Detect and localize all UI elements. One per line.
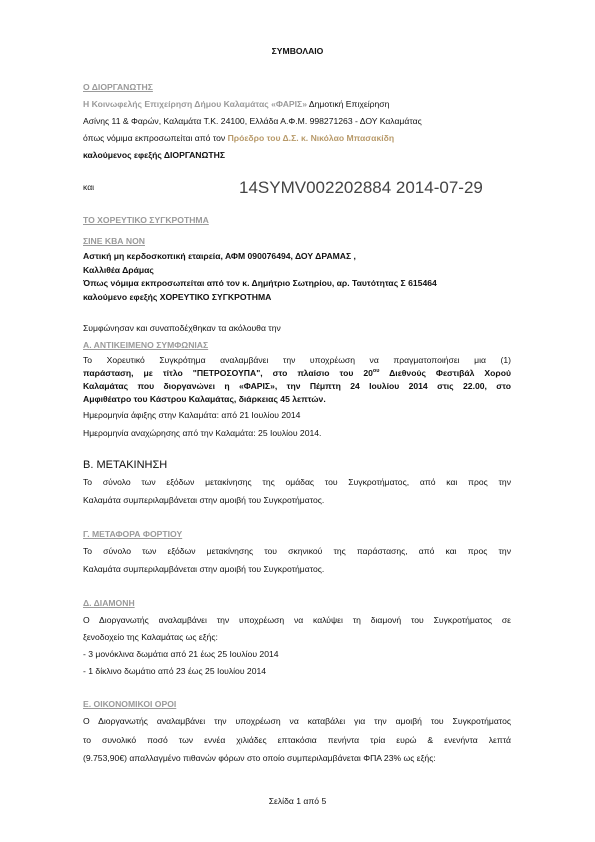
- agreed-line: Συμφώνησαν και συναποδέχθηκαν τα ακόλουθα την: [83, 323, 281, 333]
- section-g-line-1: Το σύνολο των εξόδων μετακίνησης του σκηνικού της παράστασης, από και προς την: [83, 546, 511, 556]
- section-e-line-2: το συνολικό ποσό των εννέα χιλιάδες επτακόσια πενήντα τρία ευρώ & ενενήντα λεπτά: [83, 735, 511, 745]
- group-name: ΣΙΝΕ ΚΒΑ ΝΟΝ: [83, 236, 145, 246]
- section-e-line-1: Ο Διοργανωτής αναλαμβάνει την υποχρέωση να καταβάλει για την αμοιβή του Συγκροτήματος: [83, 716, 511, 726]
- group-line-2: Καλλιθέα Δράμας: [83, 265, 154, 275]
- room-item-1: - 3 μονόκλινα δωμάτια από 21 έως 25 Ιουλίου 2014: [83, 649, 279, 659]
- organizer-rep-name: Πρόεδρο του Δ.Σ. κ. Νικόλαο Μπασακίδη: [227, 133, 395, 143]
- organizer-address: Ασίνης 11 & Φαρών, Καλαμάτα Τ.Κ. 24100, Ελλάδα Α.Φ.Μ. 998271263 - ΔΟΥ Καλαμάτας: [83, 116, 422, 126]
- group-line-1: Αστική μη κερδοσκοπική εταιρεία, ΑΦΜ 090076494, ΔΟΥ ΔΡΑΜΑΣ ,: [83, 251, 356, 261]
- section-a-line-3: Καλαμάτας που διοργανώνει η «ΦΑΡΙΣ», την Πέμπτη 24 Ιουλίου 2014 στις 22.00, στο: [83, 381, 511, 391]
- section-e-line-3: (9.753,90€) απαλλαγμένο πιθανών φόρων στο οποίο συμπεριλαμβάνεται ΦΠΑ 23% ως εξής:: [83, 753, 436, 763]
- page-footer: Σελίδα 1 από 5: [268, 796, 327, 806]
- group-line-3: Όπως νόμιμα εκπροσωπείται από τον κ. Δημήτριο Σωτηρίου, αρ. Ταυτότητας Σ 615464: [83, 278, 437, 288]
- section-a-line-2: [83, 368, 511, 379]
- document-title: ΣΥΜΒΟΛΑΙΟ: [271, 46, 324, 56]
- section-e-heading: Ε. ΟΙΚΟΝΟΜΙΚΟΙ ΟΡΟΙ: [83, 699, 177, 709]
- organizer-rep-prefix: όπως νόμιμα εκπροσωπείται από τον: [83, 133, 228, 143]
- section-b-heading: Β. ΜΕΤΑΚΙΝΗΣΗ: [83, 459, 168, 471]
- section-g-heading: Γ. ΜΕΤΑΦΟΡΑ ΦΟΡΤΙΟΥ: [83, 529, 183, 539]
- section-a-line-2b: Διεθνούς Φεστιβάλ Χορού: [379, 368, 511, 378]
- arrival-date: Ημερομηνία άφιξης στην Καλαμάτα: από 21 Ιουλίου 2014: [83, 410, 301, 420]
- section-a-line-4: Αμφιθέατρο του Κάστρου Καλαμάτας, διάρκειας 45 λεπτών.: [83, 394, 326, 404]
- organizer-name-line: [83, 99, 389, 110]
- organizer-representative-line: [83, 133, 394, 144]
- section-d-line-1: Ο Διοργανωτής αναλαμβάνει την υποχρέωση να καλύψει τη διαμονή του Συγκροτήματος σε: [83, 615, 511, 625]
- organizer-called: καλούμενος εφεξής ΔΙΟΡΓΑΝΩΤΗΣ: [83, 150, 225, 160]
- section-a-heading: Α. ΑΝΤΙΚΕΙΜΕΝΟ ΣΥΜΦΩΝΙΑΣ: [83, 340, 209, 350]
- group-called: καλούμενο εφεξής ΧΟΡΕΥΤΙΚΟ ΣΥΓΚΡΟΤΗΜΑ: [83, 292, 272, 302]
- departure-date: Ημερομηνία αναχώρησης από την Καλαμάτα: 25 Ιουλίου 2014.: [83, 428, 322, 438]
- section-b-line-2: Καλαμάτα συμπεριλαμβάνεται στην αμοιβή του Συγκροτήματος.: [83, 495, 325, 505]
- section-d-line-2: ξενοδοχείο της Καλαμάτας ως εξής:: [83, 632, 218, 642]
- organizer-name: Η Κοινωφελής Επιχείρηση Δήμου Καλαμάτας «ΦΑΡΙΣ»: [83, 99, 307, 109]
- section-b-line-1: Το σύνολο των εξόδων μετακίνησης της ομάδας του Συγκροτήματος, από και προς την: [83, 477, 511, 487]
- organizer-type: Δημοτική Επιχείρηση: [306, 99, 390, 109]
- group-heading: ΤΟ ΧΟΡΕΥΤΙΚΟ ΣΥΓΚΡΟΤΗΜΑ: [83, 215, 209, 225]
- section-g-line-2: Καλαμάτα συμπεριλαμβάνεται στην αμοιβή του Συγκροτήματος.: [83, 564, 325, 574]
- organizer-heading: Ο ΔΙΟΡΓΑΝΩΤΗΣ: [83, 82, 153, 92]
- room-item-2: - 1 δίκλινο δωμάτιο από 23 έως 25 Ιουλίου 2014: [83, 666, 267, 676]
- and-label: και: [83, 182, 95, 192]
- registry-stamp: 14SYMV002202884 2014-07-29: [239, 178, 483, 197]
- section-a-line-2a: παράσταση, με τίτλο "ΠΕΤΡΟΣΟΥΠΑ", στο πλαίσιο του 20: [83, 368, 373, 378]
- section-d-heading: Δ. ΔΙΑΜΟΝΗ: [83, 598, 135, 608]
- section-a-line-1: Το Χορευτικό Συγκρότημα αναλαμβάνει την υποχρέωση να πραγματοποιήσει μια (1): [83, 355, 511, 365]
- ordinal-sup: ου: [372, 368, 380, 375]
